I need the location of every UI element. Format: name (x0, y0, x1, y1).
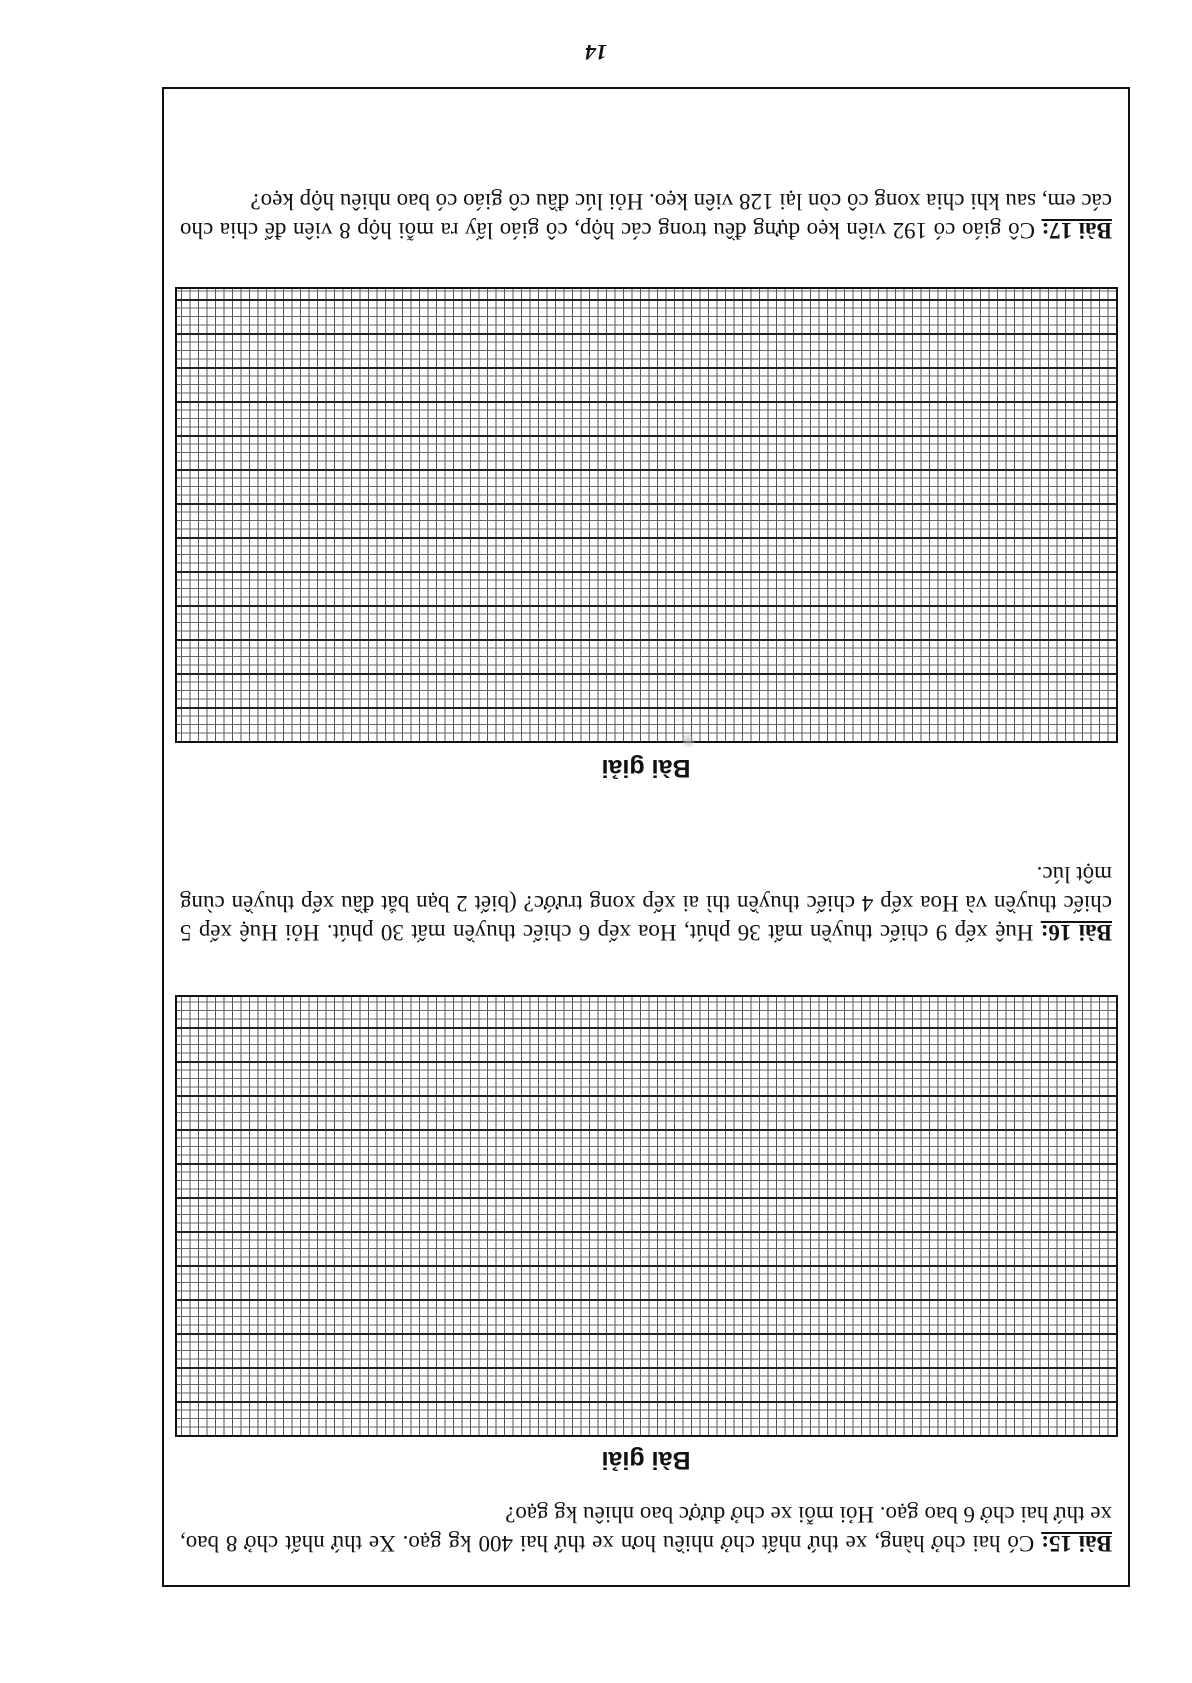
solution-heading: Bài giải (601, 754, 691, 782)
problem-number: Bài 17: (1041, 218, 1112, 243)
watermark-stamp: ✺ (676, 726, 700, 753)
answer-grid[interactable] (175, 995, 1118, 1437)
problem-text: Huệ xếp 9 chiếc thuyền mất 36 phút, Hoa xếp 6 chiếc thuyền mất 30 phút. Hỏi Huệ xếp 5 chiếc thuyền và Hoa xếp 4 chiếc thuyền thì ai xếp xong trước? (biết 2 bạn bắt đầu xếp thuyền cùng một lúc. (180, 862, 1112, 945)
problem-15 (180, 1500, 1112, 1558)
solution-heading: Bài giải (601, 1446, 691, 1474)
problem-text: Cô giáo có 192 viên kẹo đựng đều trong các hộp, cô giáo lấy ra mỗi hộp 8 viên để chia cho các em, sau khi chia xong cô còn lại 128 viên kẹo. Hỏi lúc đầu cô giáo có bao nhiêu hộp kẹo? (180, 189, 1112, 243)
page-number: 14 (585, 40, 607, 65)
problem-16 (180, 860, 1112, 947)
problem-number: Bài 16: (1040, 920, 1112, 945)
problem-text: Có hai chở hàng, xe thứ nhất chở nhiều hơn xe thứ hai 400 kg gạo. Xe thứ nhất chở 8 bao, xe thứ hai chở 6 bao gạo. Hỏi mỗi xe chở được bao nhiêu kg gạo? (179, 1502, 1112, 1556)
problem-17 (180, 187, 1112, 245)
problem-number: Bài 15: (1041, 1531, 1112, 1556)
answer-grid[interactable] (175, 287, 1118, 743)
